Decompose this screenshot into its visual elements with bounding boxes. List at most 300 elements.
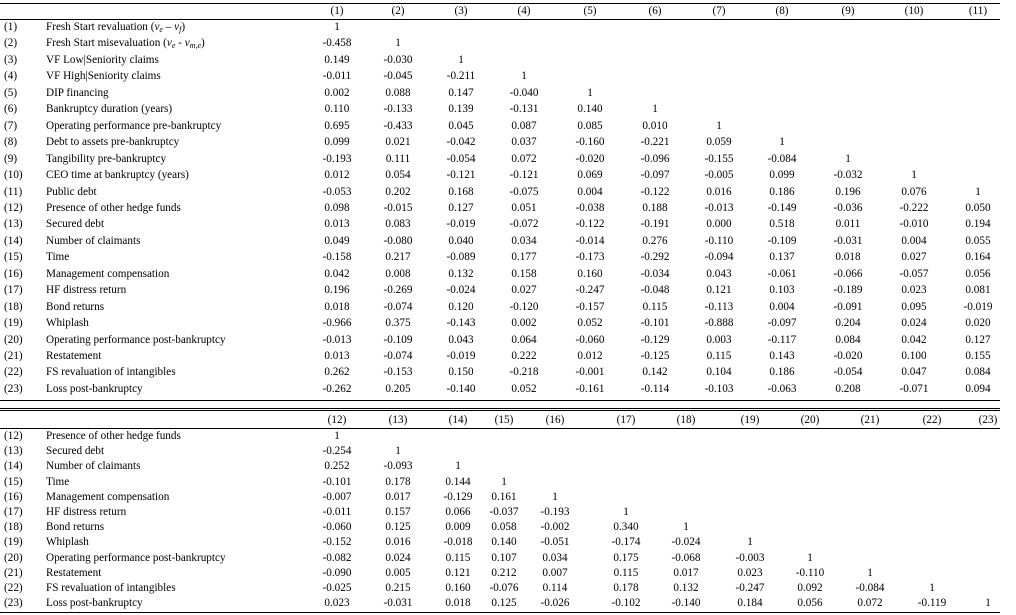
correlation-cell: 0.155 [965,350,991,362]
correlation-cell: 0.340 [613,521,639,534]
correlation-cell: -0.262 [322,382,352,395]
correlation-cell: 1 [807,551,813,564]
correlation-cell: -0.036 [833,201,863,214]
correlation-cell: 0.047 [901,366,927,379]
table-row [0,68,1000,84]
correlation-cell: -0.089 [446,251,476,264]
correlation-cell: 1 [395,445,401,458]
row-number: (9) [4,152,18,165]
row-number: (21) [4,566,23,579]
correlation-cell: -0.024 [446,284,476,297]
correlation-cell: 1 [334,21,340,33]
correlation-cell: 0.196 [324,284,350,297]
correlation-cell: -0.292 [640,251,670,264]
correlation-cell: -0.888 [704,317,734,330]
correlation-cell: 0.069 [577,169,603,182]
column-header-row [0,3,1000,19]
correlation-cell: -0.063 [767,382,797,395]
column-header: (10) [904,5,924,17]
row-label: FS revaluation of intangibles [46,582,176,594]
correlation-cell: -0.966 [322,317,352,330]
correlation-cell: -0.222 [899,201,929,214]
table-rule [0,612,1000,613]
row-number: (19) [4,317,23,330]
correlation-cell: -0.011 [322,70,352,83]
correlation-cell: 0.208 [835,382,861,395]
correlation-cell: 0.050 [965,201,991,214]
correlation-cell: 0.051 [511,201,537,214]
correlation-cell: 0.009 [445,521,471,534]
correlation-cell: -0.119 [917,597,947,610]
correlation-cell: 1 [716,119,722,132]
correlation-cell: -0.019 [446,350,476,362]
correlation-cell: 0.021 [385,136,411,149]
table-row [0,184,1000,200]
row-number: (1) [4,21,18,33]
row-label: VF Low|Seniority claims [46,53,159,66]
correlation-cell: 0.010 [642,119,668,132]
table-row [0,595,1000,611]
correlation-cell: 1 [975,185,981,198]
correlation-cell: 1 [458,53,464,66]
table-row [0,299,1000,315]
correlation-cell: -0.068 [671,551,701,564]
correlation-cell: 0.027 [511,284,537,297]
correlation-cell: 0.150 [448,366,474,379]
correlation-cell: 0.018 [324,300,350,313]
correlation-cell: -0.003 [735,551,765,564]
correlation-cell: -0.133 [383,103,413,116]
correlation-cell: 0.115 [613,566,639,579]
correlation-cell: -0.020 [833,350,863,362]
correlation-cell: 0.168 [448,185,474,198]
row-number: (6) [4,103,18,116]
correlation-cell: 1 [501,475,507,488]
row-label: Tangibility pre-bankruptcy [46,152,167,165]
correlation-cell: -0.114 [640,382,670,395]
correlation-cell: -0.121 [509,169,539,182]
table-row [0,381,1000,397]
correlation-cell: 0.149 [324,53,350,66]
row-label: Whiplash [46,317,89,330]
correlation-cell: 0.004 [577,185,603,198]
correlation-cell: -0.101 [640,317,670,330]
column-header: (22) [922,414,942,426]
row-label: Fresh Start revaluation $(v_e - v_f)$ [46,21,186,34]
correlation-cell: 0.098 [324,201,350,214]
correlation-cell: -0.060 [322,521,352,534]
row-number: (19) [4,536,23,549]
column-header: (7) [712,5,726,17]
correlation-cell: 0.160 [445,582,471,594]
row-label: Debt to assets pre-bankruptcy [46,136,180,149]
correlation-cell: 0.115 [445,551,471,564]
correlation-cell: 0.115 [706,350,732,362]
correlation-cell: 0.066 [445,506,471,518]
correlation-cell: -0.247 [735,582,765,594]
row-number: (16) [4,490,23,503]
correlation-cell: 1 [395,37,401,50]
correlation-cell: 0.003 [706,333,732,346]
correlation-cell: -0.122 [640,185,670,198]
correlation-cell: 0.043 [706,267,732,280]
table-row [0,249,1000,265]
correlation-cell: -0.254 [322,445,352,458]
correlation-cell: 0.186 [769,185,795,198]
correlation-cell: -0.053 [322,185,352,198]
table-row [0,443,1000,459]
table-row [0,134,1000,150]
column-header: (15) [494,414,514,426]
correlation-cell: -0.120 [509,300,539,313]
row-label: Management compensation [46,267,170,280]
correlation-cell: 0.099 [324,136,350,149]
correlation-cell: -0.149 [767,201,797,214]
correlation-cell: -0.161 [575,382,605,395]
correlation-cell: 0.049 [324,234,350,247]
row-label: HF distress return [46,284,127,297]
correlation-cell: 1 [845,152,851,165]
correlation-cell: -0.158 [322,251,352,264]
table-row [0,151,1000,167]
correlation-cell: 0.217 [385,251,411,264]
row-number: (5) [4,86,18,99]
row-number: (13) [4,218,23,231]
correlation-cell: 0.058 [491,521,517,534]
row-number: (18) [4,521,23,534]
correlation-cell: -0.076 [489,582,519,594]
correlation-cell: -0.433 [383,119,413,132]
correlation-cell: 0.013 [324,350,350,362]
correlation-cell: 0.072 [857,597,883,610]
correlation-cell: -0.131 [509,103,539,116]
correlation-cell: 0.034 [511,234,537,247]
correlation-cell: -0.094 [704,251,734,264]
table-row [0,216,1000,232]
row-label: Operating performance post-bankruptcy [46,551,226,564]
correlation-cell: 1 [911,169,917,182]
row-label: Secured debt [46,218,105,231]
correlation-cell: -0.093 [383,460,413,473]
correlation-cell: 0.002 [511,317,537,330]
correlation-cell: 0.055 [965,234,991,247]
row-number: (21) [4,350,23,362]
correlation-cell: -0.074 [383,300,413,313]
correlation-cell: -0.096 [640,152,670,165]
row-label: Loss post-bankruptcy [46,382,143,395]
row-label: Bankruptcy duration (years) [46,103,173,116]
correlation-cell: 0.186 [769,366,795,379]
correlation-cell: -0.173 [575,251,605,264]
correlation-cell: 0.157 [385,506,411,518]
row-label: HF distress return [46,506,127,518]
row-number: (10) [4,169,23,182]
row-number: (20) [4,333,23,346]
correlation-cell: -0.155 [704,152,734,165]
correlation-cell: 0.008 [385,267,411,280]
correlation-cell: 0.018 [445,597,471,610]
row-number: (4) [4,70,18,83]
row-label: Operating performance post-bankruptcy [46,333,226,346]
table-row [0,52,1000,68]
column-header: (5) [583,5,597,17]
correlation-cell: -0.002 [540,521,570,534]
row-number: (13) [4,445,23,458]
correlation-cell: 1 [683,521,689,534]
correlation-cell: 0.016 [385,536,411,549]
table-row [0,101,1000,117]
row-number: (20) [4,551,23,564]
row-label: Operating performance pre-bankruptcy [46,119,222,132]
column-header: (3) [454,5,468,17]
column-header: (12) [327,414,347,426]
correlation-cell: -0.001 [575,366,605,379]
correlation-cell: 0.020 [965,317,991,330]
correlation-cell: 0.017 [673,566,699,579]
correlation-cell: -0.090 [322,566,352,579]
correlation-cell: 0.132 [673,582,699,594]
correlation-cell: -0.269 [383,284,413,297]
row-number: (18) [4,300,23,313]
correlation-cell: -0.102 [611,597,641,610]
row-number: (16) [4,267,23,280]
table-row [0,167,1000,183]
table-row [0,85,1000,101]
correlation-cell: 0.127 [965,333,991,346]
table-rule [0,408,1000,409]
correlation-cell: 0.161 [491,490,517,503]
correlation-cell: 0.139 [448,103,474,116]
correlation-cell: 1 [521,70,527,83]
correlation-cell: -0.025 [322,582,352,594]
correlation-cell: 0.142 [642,366,668,379]
correlation-cell: 0.017 [385,490,411,503]
correlation-cell: 0.212 [491,566,517,579]
correlation-cell: -0.060 [575,333,605,346]
correlation-cell: 0.695 [324,119,350,132]
table-row [0,534,1000,550]
correlation-cell: 0.023 [737,566,763,579]
column-header: (17) [616,414,636,426]
correlation-cell: 0.111 [385,152,411,165]
row-label: Public debt [46,185,97,198]
correlation-cell: 1 [747,536,753,549]
correlation-cell: 0.137 [769,251,795,264]
column-header: (19) [740,414,760,426]
table-row [0,35,1000,51]
correlation-cell: -0.080 [383,234,413,247]
correlation-cell: -0.019 [446,218,476,231]
correlation-cell: -0.458 [322,37,352,50]
correlation-cell: 0.043 [448,333,474,346]
correlation-cell: 0.103 [769,284,795,297]
correlation-cell: 0.127 [448,201,474,214]
row-label: Presence of other hedge funds [46,430,181,442]
column-header: (4) [517,5,531,17]
correlation-cell: -0.030 [383,53,413,66]
row-label: Time [46,251,70,264]
row-label: VF High|Seniority claims [46,70,161,83]
correlation-cell: 1 [455,460,461,473]
correlation-cell: 0.018 [835,251,861,264]
table-row [0,19,1000,35]
row-number: (23) [4,597,23,610]
column-header: (23) [978,414,998,426]
correlation-cell: 0.012 [577,350,603,362]
row-label: Restatement [46,350,102,362]
correlation-cell: 0.023 [901,284,927,297]
correlation-cell: -0.097 [767,317,797,330]
correlation-cell: 0.081 [965,284,991,297]
correlation-cell: 0.034 [542,551,568,564]
correlation-cell: 0.004 [901,234,927,247]
correlation-cell: 0.125 [385,521,411,534]
correlation-cell: -0.024 [671,536,701,549]
correlation-cell: -0.218 [509,366,539,379]
correlation-cell: 0.084 [965,366,991,379]
correlation-cell: -0.084 [855,582,885,594]
correlation-cell: 0.000 [706,218,732,231]
row-label: Secured debt [46,445,105,458]
correlation-cell: -0.174 [611,536,641,549]
table-row [0,233,1000,249]
correlation-cell: -0.140 [446,382,476,395]
row-number: (15) [4,251,23,264]
row-label: Management compensation [46,490,170,503]
table-row [0,580,1000,596]
correlation-cell: 0.042 [324,267,350,280]
correlation-cell: 0.007 [542,566,568,579]
correlation-cell: -0.247 [575,284,605,297]
correlation-cell: 0.052 [511,382,537,395]
correlation-cell: -0.026 [540,597,570,610]
row-label: Presence of other hedge funds [46,201,181,214]
row-label: CEO time at bankruptcy (years) [46,169,189,182]
row-number: (2) [4,37,18,50]
correlation-cell: -0.143 [446,317,476,330]
correlation-cell: -0.042 [446,136,476,149]
column-header: (2) [391,5,405,17]
row-number: (12) [4,430,23,442]
column-header: (11) [968,5,988,17]
correlation-cell: 0.002 [324,86,350,99]
correlation-cell: 0.042 [901,333,927,346]
column-header: (9) [841,5,855,17]
correlation-cell: 0.140 [491,536,517,549]
table-row [0,504,1000,520]
row-label: Restatement [46,566,102,579]
row-number: (22) [4,582,23,594]
correlation-cell: 0.076 [901,185,927,198]
row-number: (23) [4,382,23,395]
correlation-cell: 0.013 [324,218,350,231]
correlation-cell: -0.054 [446,152,476,165]
correlation-cell: 0.215 [385,582,411,594]
row-label: Time [46,475,70,488]
correlation-cell: 0.064 [511,333,537,346]
correlation-cell: 0.222 [511,350,537,362]
correlation-cell: 0.084 [835,333,861,346]
correlation-cell: -0.057 [899,267,929,280]
correlation-cell: -0.191 [640,218,670,231]
table-row [0,519,1000,535]
correlation-cell: -0.032 [833,169,863,182]
correlation-cell: 0.202 [385,185,411,198]
correlation-cell: -0.031 [383,597,413,610]
correlation-cell: -0.071 [899,382,929,395]
correlation-cell: -0.109 [383,333,413,346]
correlation-cell: -0.189 [833,284,863,297]
correlation-cell: 0.054 [385,169,411,182]
correlation-cell: -0.045 [383,70,413,83]
correlation-cell: -0.038 [575,201,605,214]
correlation-cell: 0.092 [797,582,823,594]
correlation-cell: -0.110 [795,566,825,579]
correlation-cell: 0.144 [445,475,471,488]
correlation-cell: 0.115 [642,300,668,313]
correlation-cell: -0.037 [489,506,519,518]
correlation-cell: 0.184 [737,597,763,610]
correlation-cell: 0.011 [835,218,861,231]
correlation-cell: -0.005 [704,169,734,182]
correlation-cell: 1 [652,103,658,116]
table-row [0,489,1000,505]
row-label: Loss post-bankruptcy [46,597,143,610]
correlation-cell: 0.120 [448,300,474,313]
row-label: Number of claimants [46,234,141,247]
correlation-cell: -0.152 [322,536,352,549]
correlation-cell: 1 [929,582,935,594]
correlation-cell: -0.193 [322,152,352,165]
correlation-cell: 0.121 [706,284,732,297]
row-number: (14) [4,234,23,247]
column-header: (18) [676,414,696,426]
correlation-cell: 0.194 [965,218,991,231]
correlation-cell: 0.088 [385,86,411,99]
correlation-cell: 0.052 [577,317,603,330]
correlation-cell: 0.023 [324,597,350,610]
correlation-cell: 1 [623,506,629,518]
table-row [0,565,1000,581]
correlation-cell: 0.059 [706,136,732,149]
correlation-cell: 0.518 [769,218,795,231]
column-header: (21) [860,414,880,426]
row-number: (15) [4,475,23,488]
correlation-cell: 0.045 [448,119,474,132]
correlation-cell: -0.013 [704,201,734,214]
correlation-cell: -0.121 [446,169,476,182]
correlation-cell: 0.110 [324,103,350,116]
correlation-cell: 0.056 [965,267,991,280]
correlation-cell: -0.125 [640,350,670,362]
correlation-cell: -0.013 [322,333,352,346]
column-header: (20) [800,414,820,426]
correlation-cell: 0.140 [577,103,603,116]
correlation-cell: -0.066 [833,267,863,280]
correlation-cell: -0.160 [575,136,605,149]
correlation-cell: 0.375 [385,317,411,330]
column-header-row [0,412,1000,428]
column-header: (13) [388,414,408,426]
correlation-cell: -0.061 [767,267,797,280]
correlation-cell: -0.084 [767,152,797,165]
correlation-cell: 0.095 [901,300,927,313]
table-row [0,315,1000,331]
correlation-cell: 0.016 [706,185,732,198]
correlation-cell: 0.143 [769,350,795,362]
correlation-cell: -0.018 [443,536,473,549]
row-number: (17) [4,284,23,297]
